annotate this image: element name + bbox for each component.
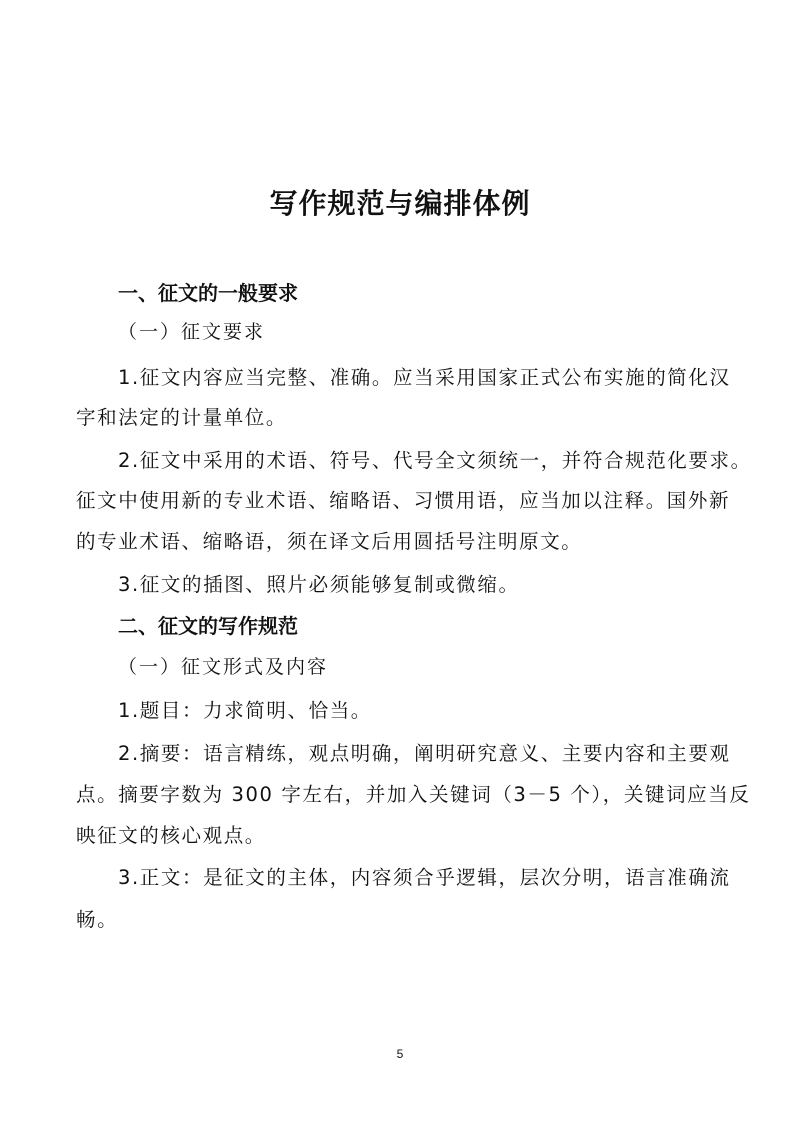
s1-item-2-line-1: 2.征文中采用的术语、符号、代号全文须统一，并符合规范化要求。 (118, 449, 752, 472)
s1-item-3-line-1: 3.征文的插图、照片必须能够复制或微缩。 (118, 573, 520, 596)
section-2-sub-1-heading: （一）征文形式及内容 (118, 656, 329, 678)
s2-item-2-line-2: 点。摘要字数为 300 字左右，并加入关键词（3－5 个），关键词应当反 (76, 783, 751, 806)
s2-item-2-line-1: 2.摘要：语言精练，观点明确，阐明研究意义、主要内容和主要观 (118, 742, 731, 765)
section-1-sub-1-heading: （一）征文要求 (118, 321, 266, 343)
section-2-heading: 二、征文的写作规范 (118, 614, 298, 638)
s2-item-2-line-3: 映征文的核心观点。 (76, 824, 266, 847)
s1-item-2-line-2: 征文中使用新的专业术语、缩略语、习惯用语，应当加以注释。国外新 (76, 489, 731, 512)
s1-item-1-line-1: 1.征文内容应当完整、准确。应当采用国家正式公布实施的简化汉 (118, 366, 731, 389)
s2-item-3-line-1: 3.正文：是征文的主体，内容须合乎逻辑，层次分明，语言准确流 (118, 866, 731, 889)
page-title: 写作规范与编排体例 (269, 187, 531, 220)
s1-item-2-line-3: 的专业术语、缩略语，须在译文后用圆括号注明原文。 (76, 530, 583, 553)
s2-item-1-line-1: 1.题目：力求简明、恰当。 (118, 699, 372, 722)
s1-item-1-line-2: 字和法定的计量单位。 (76, 406, 288, 429)
section-1-heading: 一、征文的一般要求 (118, 281, 298, 305)
s2-item-3-line-2: 畅。 (76, 908, 119, 931)
page-number: 5 (396, 1047, 404, 1061)
